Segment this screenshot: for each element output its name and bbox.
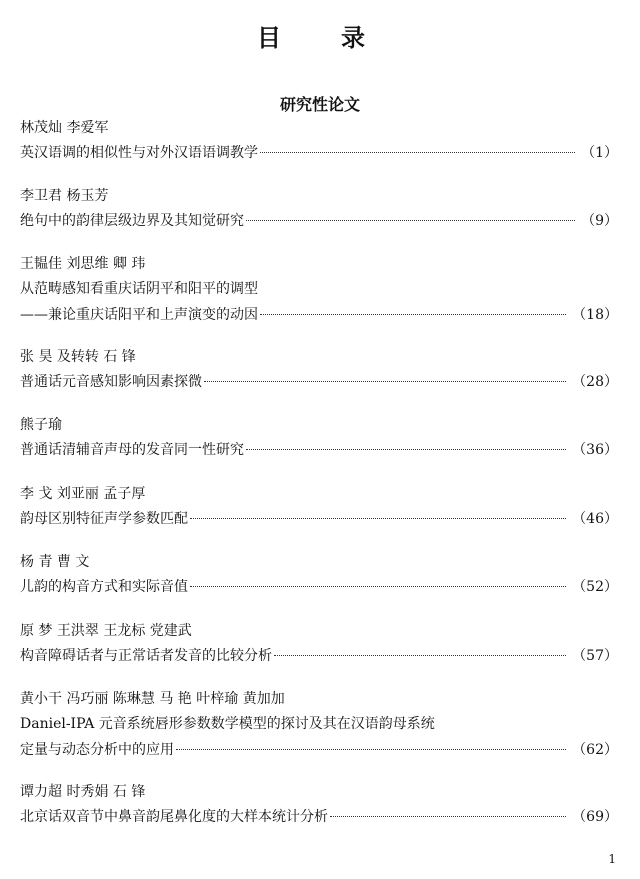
toc-entry bbox=[20, 782, 618, 833]
entry-authors: 李卫君 杨玉芳 bbox=[20, 188, 109, 204]
entry-page: （9） bbox=[581, 213, 618, 229]
toc-entry bbox=[20, 254, 618, 331]
leader-dots bbox=[246, 220, 575, 221]
entry-title: 英汉语调的相似性与对外汉语语调教学 bbox=[20, 145, 258, 161]
leader-dots bbox=[176, 749, 566, 750]
entry-title-line[interactable] bbox=[20, 372, 618, 398]
entry-page: （1） bbox=[581, 145, 618, 161]
entry-title: 普通话元音感知影响因素探微 bbox=[20, 374, 202, 390]
entry-title: 构音障碍话者与正常话者发音的比较分析 bbox=[20, 648, 272, 664]
entry-authors: 林茂灿 李爱军 bbox=[20, 120, 109, 136]
entry-authors: 杨 青 曹 文 bbox=[20, 554, 90, 570]
entry-title-continued: 定量与动态分析中的应用 bbox=[20, 742, 174, 758]
entry-page: （18） bbox=[572, 307, 618, 323]
entry-authors: 熊子瑜 bbox=[20, 417, 62, 433]
entry-page: （52） bbox=[572, 579, 618, 595]
toc-entry bbox=[20, 552, 618, 603]
entry-page: （62） bbox=[572, 742, 618, 758]
entry-title: 北京话双音节中鼻音韵尾鼻化度的大样本统计分析 bbox=[20, 809, 328, 825]
entry-title: 绝句中的韵律层级边界及其知觉研究 bbox=[20, 213, 244, 229]
entry-page: （46） bbox=[572, 511, 618, 527]
leader-dots bbox=[204, 381, 566, 382]
entry-title-line-main: Daniel-IPA 元音系统唇形参数数学模型的探讨及其在汉语韵母系统 bbox=[20, 716, 435, 732]
entry-page: （69） bbox=[572, 809, 618, 825]
entry-subtitle: ——兼论重庆话阳平和上声演变的动因 bbox=[20, 307, 258, 323]
entry-authors: 谭力超 时秀娟 石 锋 bbox=[20, 784, 146, 800]
page-title: 目 录 bbox=[257, 23, 383, 52]
entry-title-line[interactable] bbox=[20, 807, 618, 833]
leader-dots bbox=[260, 152, 575, 153]
entry-authors: 原 梦 王洪翠 王龙标 党建武 bbox=[20, 623, 192, 639]
leader-dots bbox=[190, 518, 566, 519]
entry-title: 普通话清辅音声母的发音同一性研究 bbox=[20, 442, 244, 458]
leader-dots bbox=[274, 655, 566, 656]
entry-authors: 王韫佳 刘思维 卿 玮 bbox=[20, 256, 146, 272]
toc-entry bbox=[20, 484, 618, 535]
entry-title: 儿韵的构音方式和实际音值 bbox=[20, 579, 188, 595]
entry-authors: 张 昊 及转转 石 锋 bbox=[20, 349, 136, 365]
leader-dots bbox=[246, 449, 566, 450]
toc-entry bbox=[20, 347, 618, 398]
entry-title-line[interactable] bbox=[20, 577, 618, 603]
leader-dots bbox=[330, 816, 566, 817]
entry-page: （36） bbox=[572, 442, 618, 458]
entry-title-line[interactable] bbox=[20, 143, 618, 169]
toc-entry bbox=[20, 186, 618, 237]
toc-entry bbox=[20, 118, 618, 169]
leader-dots bbox=[260, 314, 566, 315]
entry-title-line-main: 从范畴感知看重庆话阴平和阳平的调型 bbox=[20, 281, 258, 297]
entry-page: （28） bbox=[572, 374, 618, 390]
entry-authors: 黄小干 冯巧丽 陈琳慧 马 艳 叶梓瑜 黄加加 bbox=[20, 691, 285, 707]
leader-dots bbox=[190, 586, 566, 587]
section-heading: 研究性论文 bbox=[279, 95, 360, 114]
entry-page: （57） bbox=[572, 648, 618, 664]
toc-entry bbox=[20, 689, 618, 766]
entry-title-line[interactable] bbox=[20, 509, 618, 535]
toc-entry bbox=[20, 621, 618, 672]
entry-title-line[interactable] bbox=[20, 646, 618, 672]
entry-title-line[interactable] bbox=[20, 440, 618, 466]
page-number: 1 bbox=[608, 852, 616, 866]
entry-title-line[interactable] bbox=[20, 740, 618, 766]
entry-title-line[interactable] bbox=[20, 305, 618, 331]
entry-title-line[interactable] bbox=[20, 211, 618, 237]
entry-authors: 李 戈 刘亚丽 孟子厚 bbox=[20, 486, 146, 502]
entry-title: 韵母区别特征声学参数匹配 bbox=[20, 511, 188, 527]
toc-entry bbox=[20, 415, 618, 466]
